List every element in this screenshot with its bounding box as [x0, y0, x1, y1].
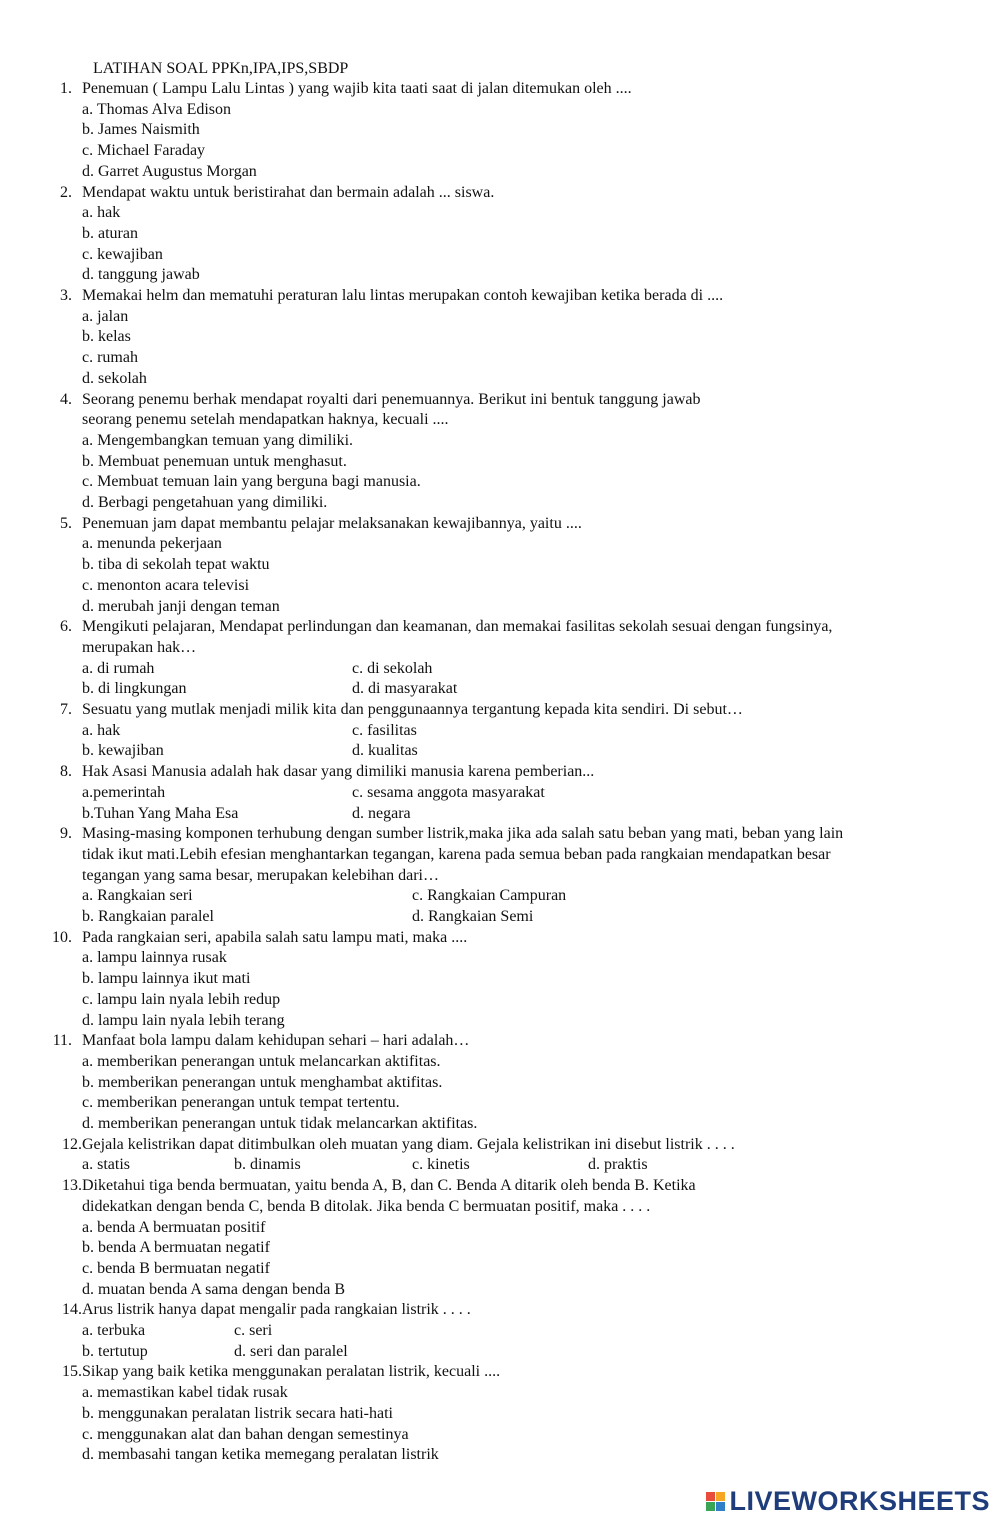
answer-row	[0, 1342, 1000, 1363]
answer-option[interactable]: c. Membuat temuan lain yang berguna bagi manusia.	[82, 473, 421, 491]
answer-option[interactable]: b. aturan	[82, 224, 138, 242]
question-text: Penemuan jam dapat membantu pelajar melaksanakan kewajibannya, yaitu ....	[82, 514, 582, 532]
question-number: 15.	[62, 1363, 82, 1381]
question-stem	[0, 1135, 1000, 1156]
question-13	[0, 1176, 1000, 1300]
answer-option[interactable]: b. Rangkaian paralel	[82, 908, 214, 926]
question-number: 2.	[60, 183, 72, 201]
question-stem	[0, 1300, 1000, 1321]
answer-option[interactable]: b. lampu lainnya ikut mati	[82, 970, 251, 988]
answer-option[interactable]: d. sekolah	[82, 369, 147, 387]
liveworksheets-logo-icon	[706, 1492, 725, 1511]
question-stem	[0, 286, 1000, 307]
answer-option[interactable]: a.pemerintah	[82, 783, 166, 801]
question-15	[0, 1362, 1000, 1466]
question-number: 7.	[60, 701, 72, 719]
answer-option[interactable]: d. membasahi tangan ketika memegang peralatan listrik	[82, 1446, 439, 1464]
answer-option[interactable]: d. di masyarakat	[352, 680, 458, 698]
answer-option[interactable]: b. Membuat penemuan untuk menghasut.	[82, 452, 347, 470]
question-stem	[0, 390, 1000, 431]
question-number: 8.	[60, 763, 72, 781]
question-list	[0, 79, 1000, 1466]
answer-option[interactable]: a. benda A bermuatan positif	[82, 1218, 266, 1236]
answer-option[interactable]: d. memberikan penerangan untuk tidak melancarkan aktifitas.	[82, 1115, 478, 1133]
answer-option[interactable]: c. di sekolah	[352, 659, 433, 677]
question-stem	[0, 617, 1000, 658]
question-text: Arus listrik hanya dapat mengalir pada rangkaian listrik . . . .	[82, 1301, 471, 1319]
answer-option[interactable]: d. Berbagi pengetahuan yang dimiliki.	[82, 494, 328, 512]
question-14	[0, 1300, 1000, 1362]
answer-option[interactable]: c. menonton acara televisi	[82, 576, 250, 594]
question-11	[0, 1031, 1000, 1135]
answer-option[interactable]: c. sesama anggota masyarakat	[352, 783, 545, 801]
answer-option[interactable]: c. memberikan penerangan untuk tempat tertentu.	[82, 1094, 400, 1112]
answer-row	[0, 783, 1000, 804]
question-6	[0, 617, 1000, 700]
question-text: Hak Asasi Manusia adalah hak dasar yang dimiliki manusia karena pemberian...	[82, 763, 595, 781]
answer-option[interactable]: b. di lingkungan	[82, 680, 187, 698]
answer-row	[0, 659, 1000, 680]
answer-option[interactable]: d. Garret Augustus Morgan	[82, 162, 257, 180]
question-1	[0, 79, 1000, 183]
answer-option[interactable]: d. praktis	[588, 1156, 648, 1174]
answer-option[interactable]: d. Rangkaian Semi	[412, 908, 534, 926]
question-stem	[0, 514, 1000, 535]
logo-square-2	[716, 1492, 725, 1501]
answer-option[interactable]: b. James Naismith	[82, 121, 200, 139]
page-title: LATIHAN SOAL PPKn,IPA,IPS,SBDP	[93, 60, 349, 77]
answer-option[interactable]: d. negara	[352, 804, 411, 822]
answer-option[interactable]: a. memastikan kabel tidak rusak	[82, 1384, 288, 1402]
answer-row	[0, 907, 1000, 928]
answer-option[interactable]: b. benda A bermuatan negatif	[82, 1239, 270, 1257]
answer-row	[0, 679, 1000, 700]
question-number: 13.	[62, 1177, 82, 1195]
answer-option[interactable]: d. tanggung jawab	[82, 266, 200, 284]
question-4	[0, 390, 1000, 514]
answer-option[interactable]: a. jalan	[82, 307, 129, 325]
answer-option[interactable]: a. hak	[82, 204, 121, 222]
question-number: 10.	[52, 928, 72, 946]
answer-option[interactable]: c. menggunakan alat dan bahan dengan semestinya	[82, 1425, 409, 1443]
answer-option[interactable]: c. lampu lain nyala lebih redup	[82, 990, 281, 1008]
question-number: 14.	[62, 1301, 82, 1319]
question-5	[0, 514, 1000, 618]
answer-option[interactable]: d. merubah janji dengan teman	[82, 597, 280, 615]
logo-square-4	[716, 1502, 725, 1511]
question-stem	[0, 700, 1000, 721]
answer-option[interactable]: c. kinetis	[412, 1156, 470, 1174]
question-12	[0, 1135, 1000, 1176]
question-number: 5.	[60, 514, 72, 532]
answer-option[interactable]: a. memberikan penerangan untuk melancarkan aktifitas.	[82, 1052, 441, 1070]
answer-option[interactable]: b. dinamis	[234, 1156, 301, 1174]
question-number: 6.	[60, 618, 72, 636]
answer-option[interactable]: b. kewajiban	[82, 742, 164, 760]
answer-option[interactable]: a. Rangkaian seri	[82, 887, 193, 905]
question-number: 4.	[60, 390, 72, 408]
answer-option[interactable]: a. terbuka	[82, 1322, 146, 1340]
question-10	[0, 928, 1000, 1032]
logo-text: LIVEWORKSHEETS	[729, 1486, 990, 1516]
question-text: Gejala kelistrikan dapat ditimbulkan oleh muatan yang diam. Gejala kelistrikan ini disebut listrik . . . .	[82, 1135, 735, 1153]
question-stem	[0, 183, 1000, 204]
answer-option[interactable]: b. tiba di sekolah tepat waktu	[82, 556, 270, 574]
answer-option[interactable]: d. kualitas	[352, 742, 418, 760]
answer-option[interactable]: b. menggunakan peralatan listrik secara hati-hati	[82, 1404, 393, 1422]
question-text: Diketahui tiga benda bermuatan, yaitu benda A, B, dan C. Benda A ditarik oleh benda B. Ketika didekatkan dengan benda C, benda B ditolak. Jika benda C bermuatan positif, maka . . . .	[82, 1177, 696, 1215]
question-text: Mendapat waktu untuk beristirahat dan bermain adalah ... siswa.	[82, 183, 495, 201]
answer-option[interactable]: c. Michael Faraday	[82, 142, 206, 160]
answer-row	[0, 1321, 1000, 1342]
answer-option[interactable]: c. kewajiban	[82, 245, 163, 263]
question-8	[0, 762, 1000, 824]
answer-row	[0, 886, 1000, 907]
answer-option[interactable]: a. lampu lainnya rusak	[82, 949, 227, 967]
question-stem	[0, 1176, 1000, 1217]
answer-option[interactable]: d. muatan benda A sama dengan benda B	[82, 1280, 346, 1298]
answer-option[interactable]: c. fasilitas	[352, 721, 417, 739]
question-number: 3.	[60, 287, 72, 305]
question-number: 12.	[62, 1135, 82, 1153]
question-stem	[0, 762, 1000, 783]
answer-option[interactable]: b. kelas	[82, 328, 131, 346]
answer-option[interactable]: a. hak	[82, 721, 121, 739]
question-text: Manfaat bola lampu dalam kehidupan sehari – hari adalah…	[82, 1032, 470, 1050]
answer-row	[0, 804, 1000, 825]
answer-row	[0, 741, 1000, 762]
answer-option[interactable]: a. menunda pekerjaan	[82, 535, 222, 553]
answer-option[interactable]: b. tertutup	[82, 1342, 148, 1360]
answer-option[interactable]: c. benda B bermuatan negatif	[82, 1259, 270, 1277]
question-text: Sikap yang baik ketika menggunakan peralatan listrik, kecuali ....	[82, 1363, 501, 1381]
answer-option[interactable]: b.Tuhan Yang Maha Esa	[82, 804, 239, 822]
answer-row	[0, 1155, 1000, 1176]
answer-row	[0, 721, 1000, 742]
question-stem	[0, 928, 1000, 949]
answer-option[interactable]: a. statis	[82, 1156, 130, 1174]
question-text: Pada rangkaian seri, apabila salah satu lampu mati, maka ....	[82, 928, 468, 946]
question-2	[0, 183, 1000, 287]
question-stem	[0, 79, 1000, 100]
question-stem	[0, 1031, 1000, 1052]
liveworksheets-logo	[706, 1486, 990, 1517]
question-stem	[0, 1362, 1000, 1383]
question-stem	[0, 824, 1000, 886]
question-9	[0, 824, 1000, 927]
answer-option[interactable]: d. seri dan paralel	[234, 1342, 348, 1360]
question-text: Mengikuti pelajaran, Mendapat perlindungan dan keamanan, dan memakai fasilitas sekolah sesuai dengan fungsinya, merupakan hak…	[82, 618, 833, 656]
question-text: Seorang penemu berhak mendapat royalti dari penemuannya. Berikut ini bentuk tanggung jawab seorang penemu setelah mendapatkan haknya, kecuali ....	[82, 390, 701, 429]
answer-option[interactable]: c. Rangkaian Campuran	[412, 887, 567, 905]
logo-square-1	[706, 1492, 715, 1501]
answer-option[interactable]: a. di rumah	[82, 659, 155, 677]
logo-square-3	[706, 1502, 715, 1511]
question-number: 11.	[52, 1032, 72, 1050]
question-text: Sesuatu yang mutlak menjadi milik kita dan penggunaannya tergantung kepada kita sendiri. Di sebut…	[82, 701, 743, 719]
question-3	[0, 286, 1000, 390]
question-text: Penemuan ( Lampu Lalu Lintas ) yang wajib kita taati saat di jalan ditemukan oleh ....	[82, 80, 632, 97]
answer-option[interactable]: c. seri	[234, 1322, 273, 1340]
answer-option[interactable]: c. rumah	[82, 349, 138, 367]
answer-option[interactable]: a. Thomas Alva Edison	[82, 100, 232, 118]
question-number: 9.	[60, 825, 72, 843]
answer-option[interactable]: a. Mengembangkan temuan yang dimiliki.	[82, 431, 354, 449]
question-text: Masing-masing komponen terhubung dengan sumber listrik,maka jika ada salah satu beban yang mati, beban yang lain tidak ikut mati.Lebih efesian menghantarkan tegangan, karena pada semua beban pada rangkaian mendapatkan besar tegangan yang sama besar, merupakan kelebihan dari…	[82, 825, 844, 884]
question-7	[0, 700, 1000, 762]
question-number: 1.	[60, 80, 72, 97]
answer-option[interactable]: d. lampu lain nyala lebih terang	[82, 1011, 285, 1029]
question-text: Memakai helm dan mematuhi peraturan lalu lintas merupakan contoh kewajiban ketika berada di ....	[82, 287, 724, 305]
answer-option[interactable]: b. memberikan penerangan untuk menghambat aktifitas.	[82, 1073, 443, 1091]
